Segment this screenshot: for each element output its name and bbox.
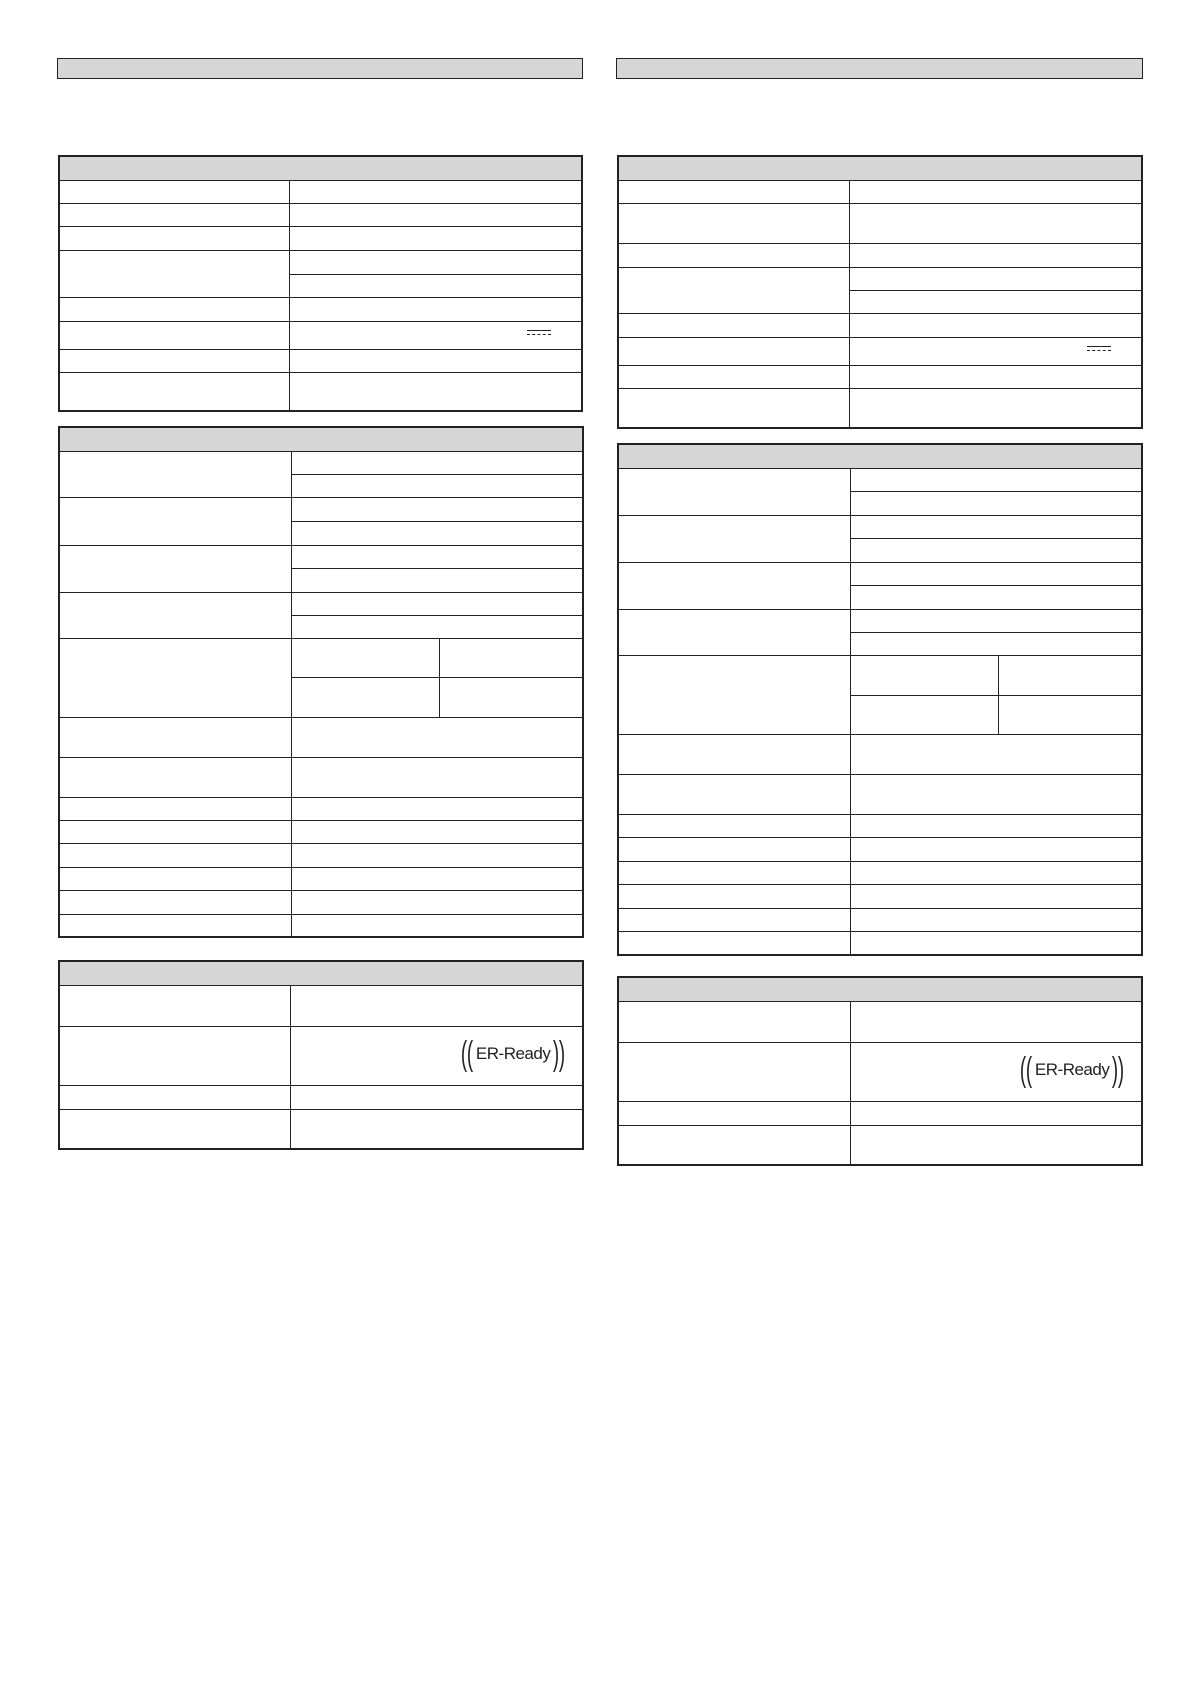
spec-label-cell [618,1125,850,1165]
er-ready-logo: (( ER-Ready )) [461,1034,566,1073]
spec-label-cell [618,774,850,814]
left-spec-table-2 [58,426,584,938]
section-header [59,156,582,180]
spec-value-cell [291,867,583,890]
spec-label-cell [618,609,850,655]
spec-value-cell [289,297,582,321]
spec-value-cell [291,451,583,474]
spec-label-cell [618,388,849,428]
right-column-title-bar [616,58,1143,79]
spec-value-cell [850,931,1142,955]
spec-value-cell [850,1125,1142,1165]
spec-label-cell [59,843,291,867]
section-header [59,427,583,451]
spec-value-cell [291,545,583,568]
spec-label-cell [618,734,850,774]
spec-value-cell [291,615,583,638]
spec-value-cell [291,757,583,797]
spec-label-cell [618,243,849,267]
spec-value-cell [850,1001,1142,1042]
spec-label-cell [59,545,291,592]
spec-value-cell [850,585,1142,609]
er-ready-logo: (( ER-Ready )) [1020,1050,1125,1089]
section-header [59,961,583,985]
spec-label-cell [59,1109,290,1149]
spec-value-cell [850,468,1142,491]
spec-label-cell [618,1001,850,1042]
spec-label-cell [618,814,850,837]
spec-label-cell [618,267,849,313]
spec-value-cell [291,914,583,937]
spec-value-cell [289,274,582,297]
spec-value-cell [290,1109,583,1149]
spec-value-cell [850,734,1142,774]
spec-value-cell [850,609,1142,632]
spec-value-cell [289,203,582,226]
spec-label-cell [618,313,849,337]
spec-value-cell [849,290,1142,313]
spec-value-cell [289,250,582,274]
spec-label-cell [59,638,291,717]
spec-value-cell [291,820,583,843]
spec-value-cell [850,515,1142,538]
spec-label-cell [618,1042,850,1101]
spec-label-cell [59,914,291,937]
spec-value-cell [289,349,582,372]
spec-value-cell [291,497,583,521]
spec-label-cell [59,1026,290,1085]
spec-label-cell [59,985,290,1026]
spec-label-cell [618,655,850,734]
spec-value-cell [439,677,583,717]
spec-value-cell [849,243,1142,267]
spec-value-cell [850,861,1142,884]
spec-label-cell [59,890,291,914]
spec-value-cell [291,521,583,545]
spec-label-cell [59,797,291,820]
spec-value-cell [850,908,1142,931]
spec-value-cell [850,837,1142,861]
spec-value-cell [291,797,583,820]
spec-value-cell [849,337,1142,365]
left-column-title-bar [57,58,583,79]
spec-value-cell [289,321,582,349]
spec-label-cell [618,908,850,931]
spec-label-cell [618,180,849,203]
spec-label-cell [59,717,291,757]
spec-label-cell [618,203,849,243]
spec-value-cell [849,313,1142,337]
section-header [618,156,1142,180]
spec-value-cell [290,1026,583,1085]
spec-value-cell [291,638,439,677]
section-header [618,977,1142,1001]
left-spec-table-1 [58,155,583,412]
section-header [618,444,1142,468]
spec-label-cell [59,372,289,411]
spec-value-cell [849,203,1142,243]
dc-current-icon [527,330,551,340]
spec-label-cell [618,365,849,388]
spec-label-cell [59,297,289,321]
spec-value-cell [291,474,583,497]
spec-label-cell [59,451,291,497]
spec-value-cell [849,365,1142,388]
spec-label-cell [618,337,849,365]
spec-value-cell [439,638,583,677]
spec-label-cell [618,884,850,908]
spec-value-cell [850,774,1142,814]
spec-value-cell [998,695,1142,734]
spec-value-cell [850,695,998,734]
spec-value-cell [291,717,583,757]
dc-current-icon [1087,346,1111,356]
spec-value-cell [998,655,1142,695]
spec-label-cell [59,1085,290,1109]
spec-value-cell [291,677,439,717]
spec-value-cell [291,592,583,615]
spec-label-cell [618,861,850,884]
spec-value-cell [291,568,583,592]
spec-label-cell [618,468,850,515]
spec-value-cell [850,884,1142,908]
spec-value-cell [849,180,1142,203]
right-spec-table-1 [617,155,1143,429]
spec-label-cell [618,562,850,609]
spec-label-cell [618,1101,850,1125]
spec-label-cell [59,321,289,349]
spec-value-cell [849,267,1142,290]
spec-value-cell [850,538,1142,562]
spec-label-cell [618,515,850,562]
spec-value-cell [849,388,1142,428]
right-spec-table-3 [617,976,1143,1166]
spec-value-cell [290,985,583,1026]
spec-value-cell [850,562,1142,585]
right-spec-table-2 [617,443,1143,956]
spec-value-cell [289,372,582,411]
spec-label-cell [59,757,291,797]
spec-value-cell [291,843,583,867]
spec-value-cell [850,632,1142,655]
spec-label-cell [618,931,850,955]
spec-label-cell [59,349,289,372]
left-spec-table-3 [58,960,584,1150]
spec-label-cell [59,820,291,843]
spec-value-cell [850,655,998,695]
spec-label-cell [59,203,289,226]
spec-value-cell [289,180,582,203]
spec-label-cell [59,226,289,250]
spec-label-cell [59,592,291,638]
spec-value-cell [290,1085,583,1109]
spec-value-cell [850,1042,1142,1101]
spec-value-cell [850,1101,1142,1125]
spec-label-cell [618,837,850,861]
spec-label-cell [59,250,289,297]
spec-label-cell [59,497,291,545]
spec-value-cell [291,890,583,914]
spec-value-cell [850,814,1142,837]
spec-label-cell [59,867,291,890]
spec-value-cell [289,226,582,250]
spec-value-cell [850,491,1142,515]
spec-label-cell [59,180,289,203]
